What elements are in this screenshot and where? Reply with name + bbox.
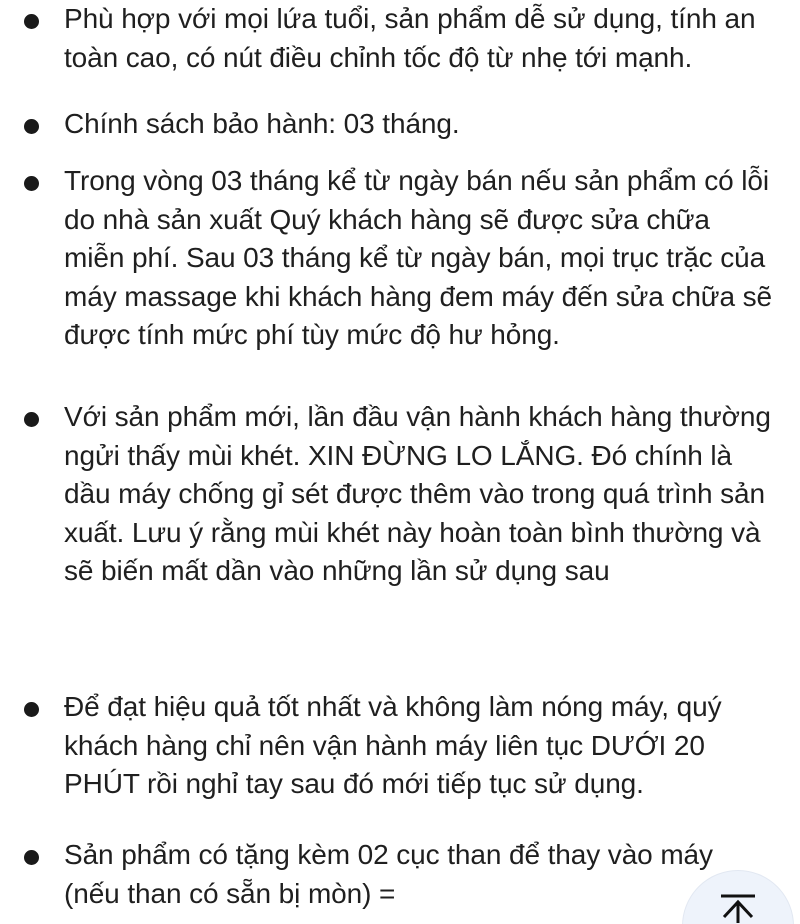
bullet-icon (24, 702, 39, 717)
bullet-icon (24, 412, 39, 427)
list-item-text: Chính sách bảo hành: 03 tháng. (64, 108, 460, 139)
list-item-text: Để đạt hiệu quả tốt nhất và không làm nóng máy, quý khách hàng chỉ nên vận hành máy liên tục DƯỚI 20 PHÚT rồi nghỉ tay sau đó mới tiếp tục sử dụng. (64, 691, 722, 799)
list-item-text: Sản phẩm có tặng kèm 02 cục than để thay vào máy (nếu than có sẵn bị mòn) = (64, 839, 713, 909)
bullet-icon (24, 176, 39, 191)
list-item-text: Trong vòng 03 tháng kể từ ngày bán nếu sản phẩm có lỗi do nhà sản xuất Quý khách hàng sẽ được sửa chữa miễn phí. Sau 03 tháng kể từ ngày bán, mọi trục trặc của máy massage khi khách hàng đem máy đến sửa chữa sẽ được tính mức phí tùy mức độ hư hỏng. (64, 165, 772, 350)
list-item-text: Phù hợp với mọi lứa tuổi, sản phẩm dễ sử dụng, tính an toàn cao, có nút điều chỉnh tốc độ từ nhẹ tới mạnh. (64, 3, 756, 73)
bullet-icon (24, 119, 39, 134)
bullet-icon (24, 850, 39, 865)
list-item-text: Với sản phẩm mới, lần đầu vận hành khách hàng thường ngửi thấy mùi khét. XIN ĐỪNG LO LẮNG. Đó chính là dầu máy chống gỉ sét được thêm vào trong quá trình sản xuất. Lưu ý rằng mùi khét này hoàn toàn bình thường và sẽ biến mất dần vào những lần sử dụng sau (64, 401, 771, 586)
bullet-icon (24, 14, 39, 29)
arrow-up-to-top-icon (719, 893, 757, 923)
